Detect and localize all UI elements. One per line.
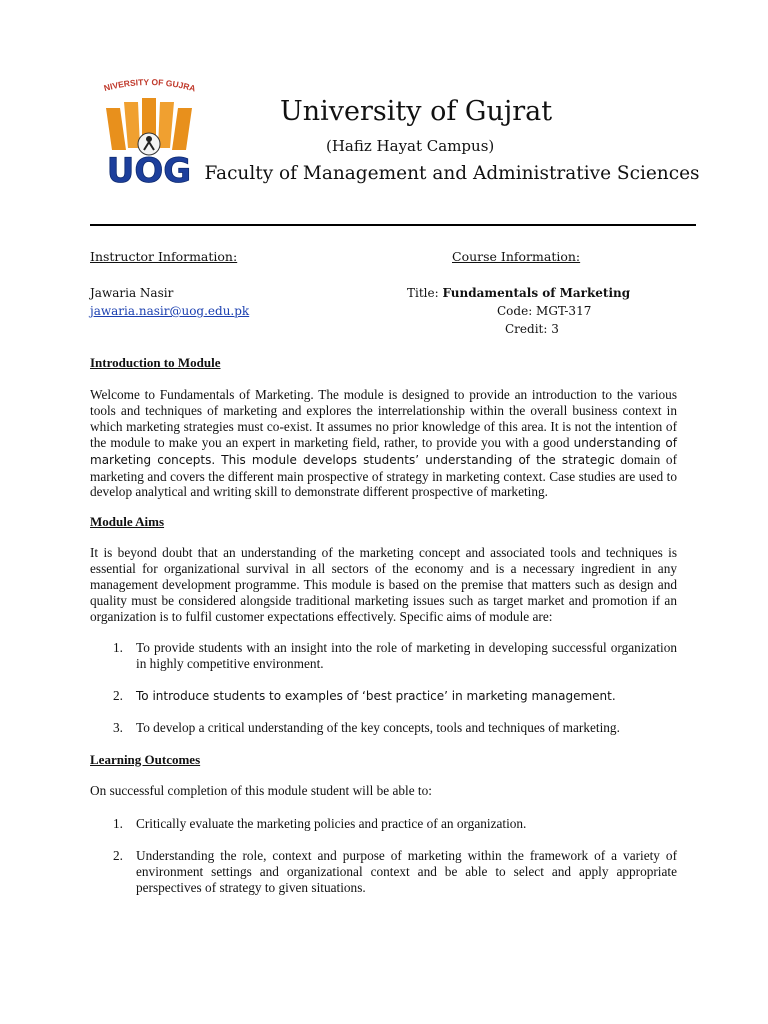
instructor-info-label: Instructor Information: — [90, 249, 238, 264]
instructor-name: Jawaria Nasir — [90, 286, 174, 300]
aims-item: To provide students with an insight into the role of marketing in developing successful organization in highly competitive environment. — [136, 640, 677, 671]
uog-logo-graphic — [98, 78, 200, 190]
aims-heading: Module Aims — [90, 514, 165, 529]
outcome-item: Understanding the role, context and purpose of marketing within the framework of a variety of environment settings and organizational context and be able to select and apply appropriate perspectives of strategy to given situations. — [136, 848, 677, 895]
aims-paragraph: It is beyond doubt that an understanding of the marketing concept and associated tools and techniques is essential for organizational survival in all sectors of the economy and is a necessary ingredient in any management development programme. This module is based on the premise that matters such as design and quality must be considered alongside traditional marketing issues such as target market and promotion if an organization is to fulfil customer expectations effectively. Specific aims of module are: — [90, 545, 677, 624]
intro-heading: Introduction to Module — [90, 355, 221, 370]
outcomes-lead: On successful completion of this module student will be able to: — [90, 783, 432, 798]
university-title: University of Gujrat — [280, 96, 553, 127]
course-title-label: Title: — [407, 286, 443, 300]
aims-item-number: 2. — [113, 688, 123, 703]
aims-item-number: 1. — [113, 640, 123, 655]
course-title — [407, 286, 630, 300]
course-code: Code: MGT-317 — [497, 304, 592, 318]
faculty-name: Faculty of Management and Administrative Sciences — [204, 163, 700, 184]
course-credit: Credit: 3 — [505, 322, 559, 336]
intro-text-a: Welcome to Fundamentals of Marketing. The module is designed to provide an introduction to the various tools and techniques of marketing and explores the interrelationship within the overall business context in which marketing strategies must co-exist. It assumes no prior knowledge of this area. It is not the intention of the module to make you an expert in marketing field, rather, to provide you with a good — [90, 387, 677, 450]
campus-name: (Hafiz Hayat Campus) — [326, 137, 495, 155]
aims-item: To introduce students to examples of ‘best practice’ in marketing management. — [136, 689, 616, 703]
intro-text-c: domain of marketing and covers the different main prospective of strategy in marketing context. Case studies are used to develop analytical and writing skill to demonstrate different prospective of marketing. — [90, 451, 677, 500]
intro-text-b: understanding of marketing concepts. This module develops students’ understanding of the strategic — [90, 435, 677, 467]
university-logo — [98, 78, 200, 190]
outcome-item: Critically evaluate the marketing policies and practice of an organization. — [136, 816, 527, 831]
outcome-item-number: 1. — [113, 816, 123, 831]
header-divider — [90, 224, 696, 226]
course-title-value: Fundamentals of Marketing — [442, 286, 631, 300]
instructor-email-link[interactable]: jawaria.nasir@uog.edu.pk — [90, 304, 250, 318]
logo-top-text: NIVERSITY OF GUJRA — [102, 78, 197, 94]
aims-item-number: 3. — [113, 720, 123, 735]
aims-item: To develop a critical understanding of the key concepts, tools and techniques of marketing. — [136, 720, 620, 735]
intro-paragraph — [90, 387, 677, 500]
logo-letters: UOG — [106, 151, 192, 190]
course-info-label: Course Information: — [452, 249, 581, 264]
outcome-item-number: 2. — [113, 848, 123, 863]
outcomes-heading: Learning Outcomes — [90, 752, 201, 767]
